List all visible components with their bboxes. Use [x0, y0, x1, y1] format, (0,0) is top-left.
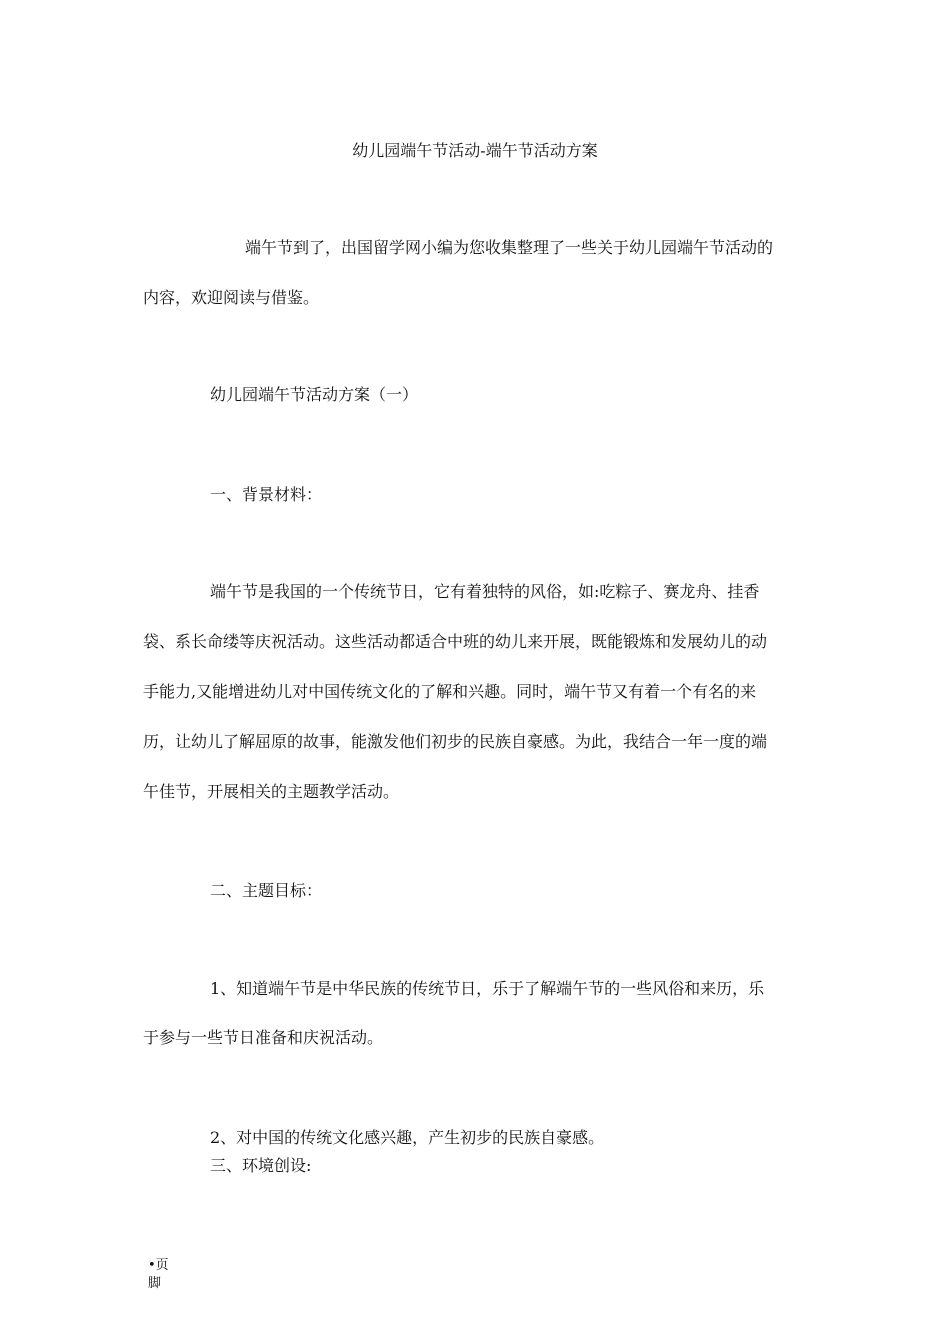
background-paragraph-line: 午佳节，开展相关的主题教学活动。	[143, 782, 400, 801]
page-footer: •页脚	[148, 1258, 169, 1291]
goal-2: 2、对中国的传统文化感兴趣，产生初步的民族自豪感。	[210, 1128, 605, 1147]
document-title: 幼儿园端午节活动-端午节活动方案	[352, 141, 598, 160]
intro-line-2: 内容，欢迎阅读与借鉴。	[143, 288, 320, 307]
section-heading-goals: 二、主题目标：	[210, 881, 323, 900]
background-paragraph-line: 历，让幼儿了解屈原的故事，能激发他们初步的民族自豪感。为此，我结合一年一度的端	[143, 732, 768, 751]
section-heading-background: 一、背景材料：	[210, 485, 323, 504]
background-paragraph-line: 端午节是我国的一个传统节日，它有着独特的风俗，如:吃粽子、赛龙舟、挂香	[210, 582, 760, 601]
goal-1-line-2: 于参与一些节日准备和庆祝活动。	[143, 1028, 384, 1047]
intro-line-1: 端午节到了，出国留学网小编为您收集整理了一些关于幼儿园端午节活动的	[245, 238, 774, 257]
background-paragraph-line: 手能力,又能增进幼儿对中国传统文化的了解和兴趣。同时，端午节又有着一个有名的来	[143, 682, 757, 701]
background-paragraph-line: 袋、系长命缕等庆祝活动。这些活动都适合中班的幼儿来开展，既能锻炼和发展幼儿的动	[143, 632, 768, 651]
section-heading-environment: 三、环境创设:	[210, 1156, 312, 1175]
goal-1-line-1: 1、知道端午节是中华民族的传统节日，乐于了解端午节的一些风俗和来历，乐	[210, 979, 765, 998]
plan-heading: 幼儿园端午节活动方案（一）	[210, 385, 419, 404]
